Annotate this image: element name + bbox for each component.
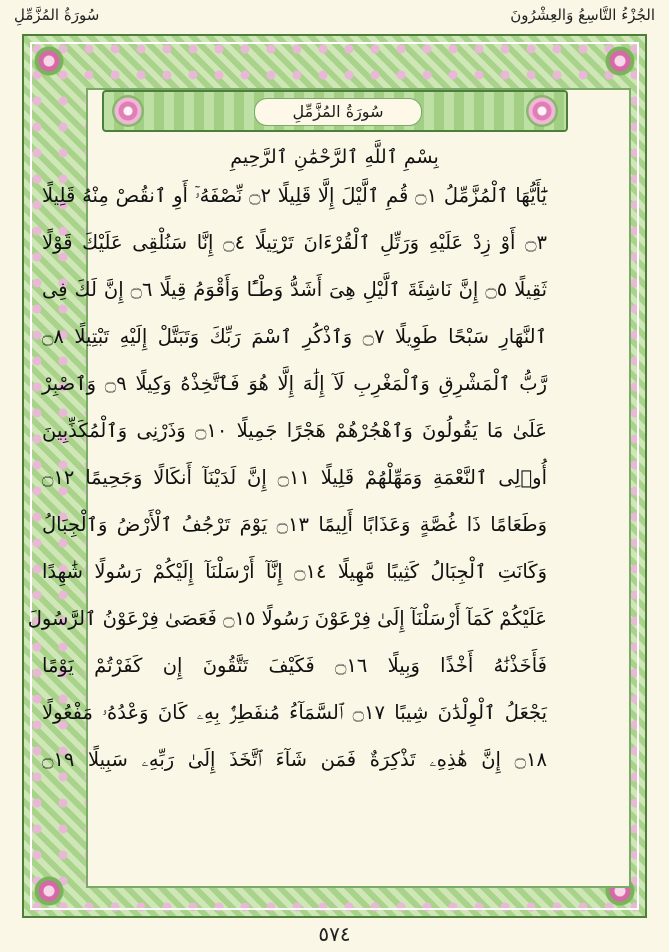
verse-line: وَكَانَتِ ٱلْجِبَالُ كَثِيبًا مَّهِيلًا ۝١٤ إِنَّآ أَرْسَلْنَآ إِلَيْكُمْ رَسُولًا شَٰهِدًا [42,560,548,583]
surah-banner [102,90,568,132]
verse-line: يَجْعَلُ ٱلْوِلْدَٰنَ شِيبًا ۝١٧ ٱلسَّمَآءُ مُنفَطِرٌۢ بِهِۦ كَانَ وَعْدُهُۥ مَفْعُولًا [42,701,547,724]
corner-flower-icon [605,46,635,76]
verse-line: رَّبُّ ٱلْمَشْرِقِ وَٱلْمَغْرِبِ لَآ إِلَٰهَ إِلَّا هُوَ فَٱتَّخِذْهُ وَكِيلًا ۝٩ وَٱصْبِرْ [42,372,547,395]
verse-line: أُو۟لِى ٱلنَّعْمَةِ وَمَهِّلْهُمْ قَلِيلًا ۝١١ إِنَّ لَدَيْنَآ أَنكَالًا وَجَحِيمًا ۝١٢ [42,466,547,489]
ornamental-frame [22,34,647,918]
verse-line: ٱلنَّهَارِ سَبْحًا طَوِيلًا ۝٧ وَٱذْكُرِ ٱسْمَ رَبِّكَ وَتَبَتَّلْ إِلَيْهِ تَبْتِيلًا ۝٨ [42,325,547,348]
basmala: بِسْمِ ٱللَّهِ ٱلرَّحْمَٰنِ ٱلرَّحِيمِ [230,146,439,168]
verse-line: يَٰٓأَيُّهَا ٱلْمُزَّمِّلُ ۝١ قُمِ ٱلَّيْلَ إِلَّا قَلِيلًا ۝٢ نِّصْفَهُۥٓ أَوِ ٱنقُصْ مِنْهُ قَلِيلًا [42,184,547,207]
corner-flower-icon [34,876,64,906]
surah-banner-title: سُورَةُ المُزَّمِّلِ [292,102,384,121]
verses-block [27,172,548,783]
corner-flower-icon [34,46,64,76]
juz-title: الجُزْءُ التَّاسِعُ وَالعِشْرُونَ [510,6,655,24]
verse-line: عَلَىٰ مَا يَقُولُونَ وَٱهْجُرْهُمْ هَجْرًا جَمِيلًا ۝١٠ وَذَرْنِى وَٱلْمُكَذِّبِينَ [42,419,547,442]
verse-line: وَطَعَامًا ذَا غُصَّةٍ وَعَذَابًا أَلِيمًا ۝١٣ يَوْمَ تَرْجُفُ ٱلْأَرْضُ وَٱلْجِبَالُ [42,513,547,536]
page-header [0,0,669,34]
verse-line: ثَقِيلًا ۝٥ إِنَّ نَاشِئَةَ ٱلَّيْلِ هِىَ أَشَدُّ وَطْـًٔا وَأَقْوَمُ قِيلًا ۝٦ إِنَّ لَكَ فِى [42,278,547,301]
surah-header-title: سُورَةُ المُزَّمِّلِ [14,6,100,24]
flower-icon [112,95,144,127]
verse-line: فَأَخَذْنَٰهُ أَخْذًا وَبِيلًا ۝١٦ فَكَيْفَ تَتَّقُونَ إِن كَفَرْتُمْ يَوْمًا [42,654,547,677]
verse-line: ۝٣ أَوْ زِدْ عَلَيْهِ وَرَتِّلِ ٱلْقُرْءَانَ تَرْتِيلًا ۝٤ إِنَّا سَنُلْقِى عَلَيْكَ قَوْلًا [42,231,547,254]
verse-line: عَلَيْكُمْ كَمَآ أَرْسَلْنَآ إِلَىٰ فِرْعَوْنَ رَسُولًا ۝١٥ فَعَصَىٰ فِرْعَوْنُ ٱلرَّسُولَ [27,607,547,630]
verse-line: ۝١٨ إِنَّ هَٰذِهِۦ تَذْكِرَةٌ فَمَن شَآءَ ٱتَّخَذَ إِلَىٰ رَبِّهِۦ سَبِيلًا ۝١٩ [42,748,547,771]
page-number: ٥٧٤ [318,922,351,946]
flower-icon [526,95,558,127]
surah-cartouche [254,98,422,126]
